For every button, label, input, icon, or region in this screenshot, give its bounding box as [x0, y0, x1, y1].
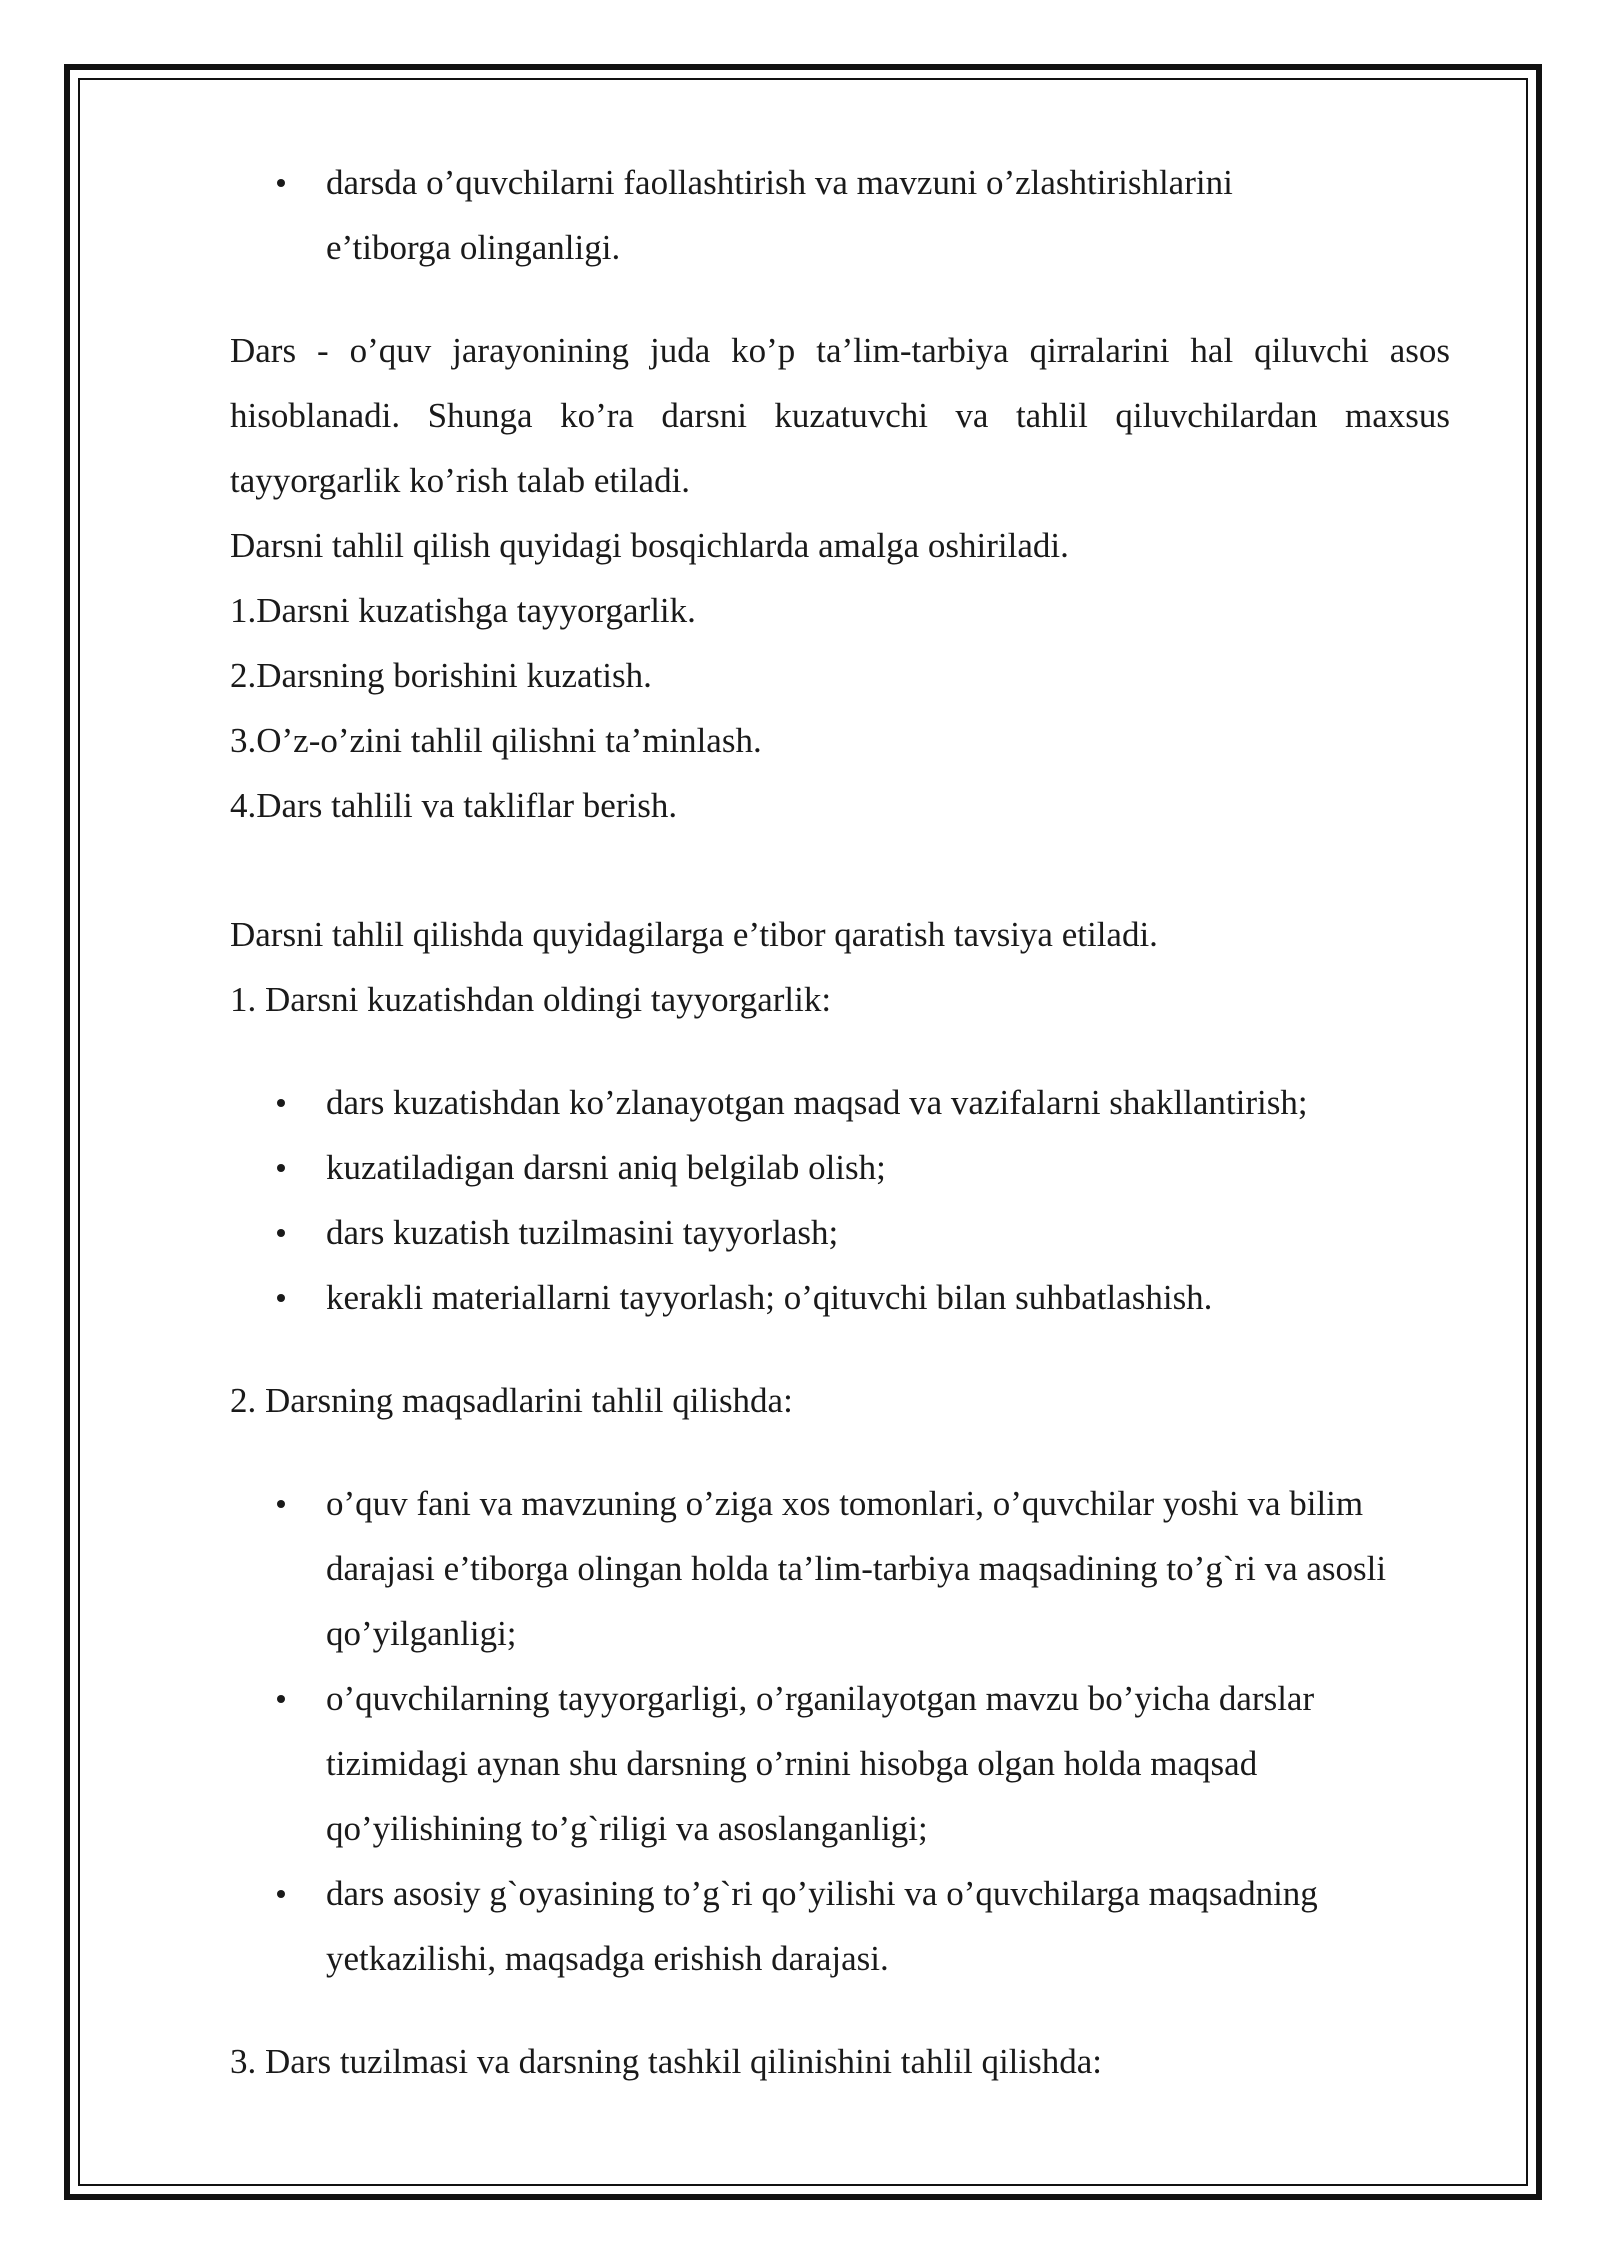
- section-1-title: 1. Darsni kuzatishdan oldingi tayyorgarlik:: [230, 980, 832, 1019]
- stages-intro: Darsni tahlil qilish quyidagi bosqichlarda amalga oshiriladi.: [230, 526, 1069, 565]
- list-item: kerakli materiallarni tayyorlash; o’qituvchi bilan suhbatlashish.: [230, 1265, 1450, 1330]
- bullet-icon: [277, 1099, 285, 1107]
- document-body: [230, 150, 1450, 2094]
- bullet-icon: [277, 1164, 285, 1172]
- bullet-icon: [277, 1500, 285, 1508]
- intro-bullet-list: [230, 150, 1450, 280]
- bullet-icon: [277, 1695, 285, 1703]
- section-1-list: [230, 1070, 1450, 1330]
- stage-item: 2.Darsning borishini kuzatish.: [230, 656, 652, 695]
- stage-item: 3.O’z-o’zini tahlil qilishni ta’minlash.: [230, 721, 762, 760]
- bullet-icon: [277, 1229, 285, 1237]
- list-item: o’quv fani va mavzuning o’ziga xos tomonlari, o’quvchilar yoshi va bilim darajasi e’tiborga olingan holda ta’lim-tarbiya maqsadining to’g`ri va asosli qo’yilganligi;: [230, 1471, 1390, 1666]
- list-item: dars kuzatishdan ko’zlanayotgan maqsad va vazifalarni shakllantirish;: [230, 1070, 1450, 1135]
- bullet-icon: [277, 1890, 285, 1898]
- section-2-list: [230, 1471, 1450, 1991]
- attention-intro: Darsni tahlil qilishda quyidagilarga e’tibor qaratish tavsiya etiladi.: [230, 915, 1158, 954]
- list-item: kuzatiladigan darsni aniq belgilab olish;: [230, 1135, 1450, 1200]
- section-2-title: 2. Darsning maqsadlarini tahlil qilishda:: [230, 1381, 793, 1420]
- paragraph-1: Dars - o’quv jarayonining juda ko’p ta’lim-tarbiya qirralarini hal qiluvchi asos hisoblanadi. Shunga ko’ra darsni kuzatuvchi va tahlil qiluvchilardan maxsus tayyorgarlik ko’rish talab etiladi.: [230, 331, 1450, 500]
- bullet-icon: [277, 1294, 285, 1302]
- bullet-icon: [277, 179, 285, 187]
- list-item: darsda o’quvchilarni faollashtirish va mavzuni o’zlashtirishlarini e’tiborga olinganligi.: [230, 150, 1240, 280]
- list-item: dars asosiy g`oyasining to’g`ri qo’yilishi va o’quvchilarga maqsadning yetkazilishi, maqsadga erishish darajasi.: [230, 1861, 1390, 1991]
- section-3-title: 3. Dars tuzilmasi va darsning tashkil qilinishini tahlil qilishda:: [230, 2042, 1102, 2081]
- stage-item: 1.Darsni kuzatishga tayyorgarlik.: [230, 591, 696, 630]
- list-item: dars kuzatish tuzilmasini tayyorlash;: [230, 1200, 1450, 1265]
- stage-item: 4.Dars tahlili va takliflar berish.: [230, 786, 678, 825]
- list-item: o’quvchilarning tayyorgarligi, o’rganilayotgan mavzu bo’yicha darslar tizimidagi aynan shu darsning o’rnini hisobga olgan holda maqsad qo’yilishining to’g`riligi va asoslanganligi;: [230, 1666, 1390, 1861]
